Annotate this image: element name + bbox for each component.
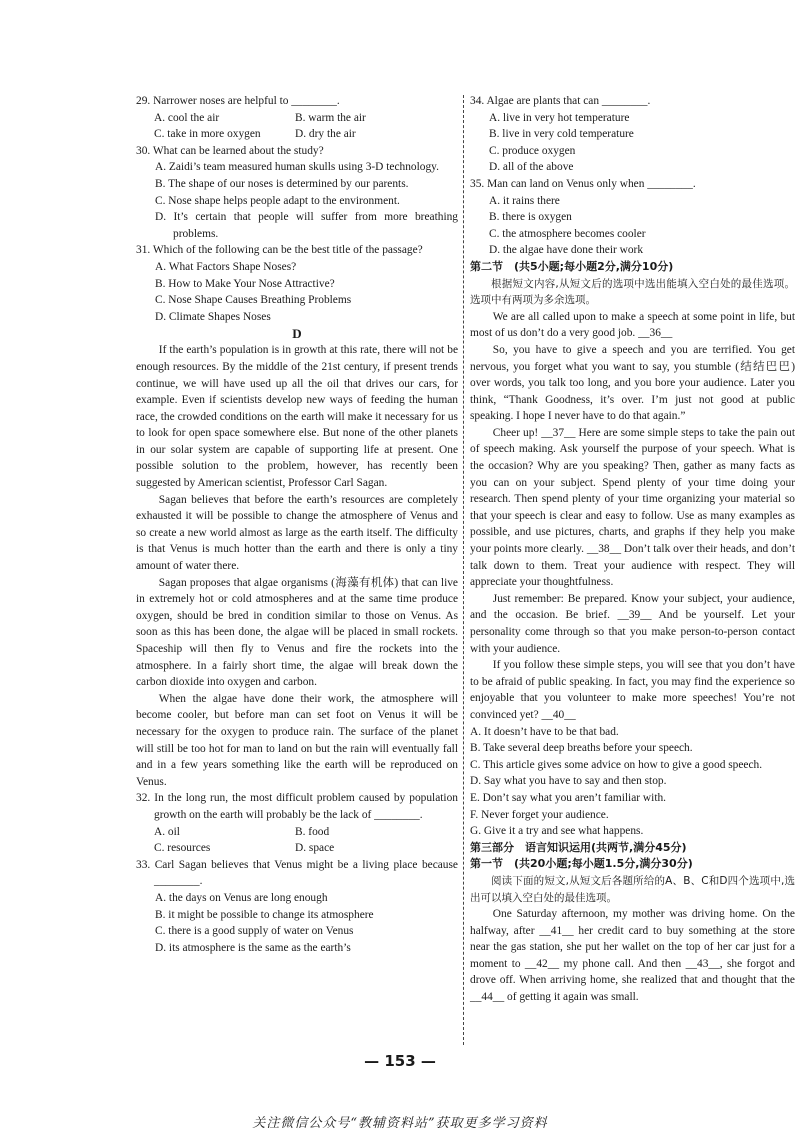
- answer-option: D. Say what you have to say and then stop.: [470, 775, 667, 788]
- question-33-stem: 33. Carl Sagan believes that Venus might be a living place because ________.: [136, 858, 458, 888]
- answer-option: B. Take several deep breaths before your speech.: [470, 742, 693, 755]
- story-paragraph: One Saturday afternoon, my mother was driving home. On the halfway, after __41__ her credit card to buy something at the store near the gas station, she put her wallet on the top of her car just for a moment to __42__ my phone call. And then __43__, she forgot and drove off. When arriving home, she realized that and thought that the __44__ of getting it again was small.: [470, 908, 795, 1004]
- option: D. the algae have done their work: [489, 244, 644, 257]
- option: B. there is oxygen: [489, 211, 572, 224]
- section-1-heading: 第一节 (共20小题;每小题1.5分,满分30分): [470, 857, 693, 871]
- answer-option: E. Don’t say what you aren’t familiar with.: [470, 791, 667, 804]
- question-30-stem: 30. What can be learned about the study?: [136, 144, 324, 157]
- option: D. all of the above: [489, 161, 574, 174]
- option: A. live in very hot temperature: [489, 111, 630, 124]
- question-32-stem: 32. In the long run, the most difficult problem caused by population growth on the earth will probably be the lack of ________.: [136, 792, 458, 821]
- option: B. How to Make Your Nose Attractive?: [155, 277, 335, 290]
- section-2-heading: 第二节 (共5小题;每小题2分,满分10分): [470, 259, 674, 273]
- option: A. it rains there: [489, 194, 560, 207]
- cloze-paragraph: So, you have to give a speech and you are terrified. You get nervous, you forget what you want to say, you stumble (结结巴巴) over words, you talk too long, and you bore your audience. Later you think, “Thank Goodness, it’s over. I’m just not good at public speaking. I hope I never have to do that again.”: [470, 343, 795, 423]
- option: C. there is a good supply of water on Venus: [155, 925, 354, 938]
- option: C. Nose shape helps people adapt to the environment.: [155, 194, 400, 207]
- option: A. the days on Venus are long enough: [155, 891, 328, 904]
- passage-paragraph: When the algae have done their work, the atmosphere will become cooler, but before man can set foot on Venus it will be necessary for the oxygen to produce rain. The surface of the planet will still be too hot for man to land on but the rain will eventually fall and in a few years something like the earth will be reproduced on Venus.: [136, 692, 458, 788]
- section-d-heading: D: [292, 326, 302, 342]
- question-32-options-row2: [136, 840, 458, 857]
- option: C. the atmosphere becomes cooler: [489, 227, 646, 240]
- cloze-paragraph: We are all called upon to make a speech at some point in life, but most of us don’t do a very good job. __36__: [470, 310, 795, 340]
- right-column: [470, 93, 795, 1006]
- section-1-instructions: 阅读下面的短文,从短文后各题所给的A、B、C和D四个选项中,选出可以填入空白处的最佳选项。: [470, 874, 795, 904]
- option: D. dry the air: [295, 128, 356, 141]
- option: A. oil: [154, 825, 180, 838]
- answer-option: G. Give it a try and see what happens.: [470, 825, 644, 838]
- cloze-paragraph: Cheer up! __37__ Here are some simple steps to take the pain out of speech making. Ask yourself the purpose of your speech. What is the occasion? Why are you speaking? Then, gather as many facts as you can on your subject. Spend plenty of your time doing your research. Then spend plenty of your time organizing your material so that your speech is clear and easy to follow. Use as many examples as possible, and use pictures, charts, and graphs if they help you make your points more clearly. __38__ Don’t talk over their heads, and don’t talk down to them. Treat your audience with respect. They will appreciate your thoughtfulness.: [470, 426, 795, 589]
- option: B. warm the air: [295, 111, 366, 124]
- option: D. Climate Shapes Noses: [155, 310, 271, 323]
- option: C. take in more oxygen: [154, 128, 261, 141]
- passage-paragraph: Sagan proposes that algae organisms (海藻有机体) that can live in extremely hot or cold atmospheres and at the same time produce oxygen, should be bred in condition similar to those on Venus. As soon as this has been done, the algae will be placed in small rockets. Spaceship will then fly to Venus and fire the rockets into the atmosphere. In a fairly short time, the algae will break down the carbon dioxide into oxygen and carbon.: [136, 576, 458, 689]
- answer-option: A. It doesn’t have to be that bad.: [470, 725, 619, 738]
- passage-paragraph: If the earth’s population is in growth at this rate, there will not be enough resources. By the middle of the 21st century, if present trends continue, we will have used up all the oil that drives our cars, for example. Even if scientists develop new ways of feeding the human race, the crowded conditions on the earth will make it necessary for us to look for open space somewhere else. But none of the other planets in our solar system are capable of supporting life at present. One possible solution to the problem, however, has recently been suggested by American scientist, Professor Carl Sagan.: [136, 344, 458, 490]
- cloze-paragraph: If you follow these simple steps, you will see that you don’t have to be afraid of public speaking. In fact, you may find the experience so enjoyable that you volunteer to make more speeches! You’re not convinced yet? __40__: [470, 659, 795, 721]
- section-2-instructions: 根据短文内容,从短文后的选项中选出能填入空白处的最佳选项。选项中有两项为多余选项。: [470, 277, 795, 307]
- option: A. cool the air: [154, 111, 220, 124]
- cloze-paragraph: Just remember: Be prepared. Know your subject, your audience, and the occasion. Be brief. __39__ And be yourself. Let your personality come through so that you make person-to-person contact with your audience.: [470, 592, 795, 655]
- part-3-heading: 第三部分 语言知识运用(共两节,满分45分): [470, 840, 687, 854]
- page-number: — 153 —: [364, 1052, 436, 1070]
- option: B. it might be possible to change its atmosphere: [155, 908, 374, 921]
- option: B. The shape of our noses is determined by our parents.: [155, 177, 409, 190]
- option: B. live in very cold temperature: [489, 128, 634, 141]
- option: A. Zaidi’s team measured human skulls using 3-D technology.: [155, 161, 439, 174]
- question-32-options-row1: [136, 824, 458, 841]
- option: D. It’s certain that people will suffer from more breathing problems.: [155, 211, 458, 240]
- column-divider: [463, 95, 464, 1045]
- option: D. its atmosphere is the same as the earth’s: [155, 941, 351, 954]
- question-31-stem: 31. Which of the following can be the best title of the passage?: [136, 244, 423, 257]
- question-35-stem: 35. Man can land on Venus only when ________.: [470, 177, 696, 190]
- left-column: [136, 93, 458, 956]
- footer-watermark: 关注微信公众号“教辅资料站”获取更多学习资料: [252, 1116, 548, 1131]
- option: B. food: [295, 825, 330, 838]
- question-29-options-row2: [136, 126, 458, 143]
- answer-option: C. This article gives some advice on how to give a good speech.: [470, 758, 763, 771]
- question-29-options-row1: [136, 110, 458, 127]
- option: C. Nose Shape Causes Breathing Problems: [155, 294, 352, 307]
- option: C. resources: [154, 842, 211, 855]
- question-29-stem: 29. Narrower noses are helpful to ________.: [136, 95, 340, 107]
- option: C. produce oxygen: [489, 144, 576, 157]
- option: A. What Factors Shape Noses?: [155, 260, 297, 273]
- question-34-stem: 34. Algae are plants that can ________.: [470, 95, 651, 107]
- answer-option: F. Never forget your audience.: [470, 808, 609, 821]
- option: D. space: [295, 842, 335, 855]
- passage-paragraph: Sagan believes that before the earth’s resources are completely exhausted it will be possible to change the atmosphere of Venus and so create a new world almost as large as the earth itself. The difficulty is that Venus is much hotter than the earth and there is only a tiny amount of water there.: [136, 493, 458, 573]
